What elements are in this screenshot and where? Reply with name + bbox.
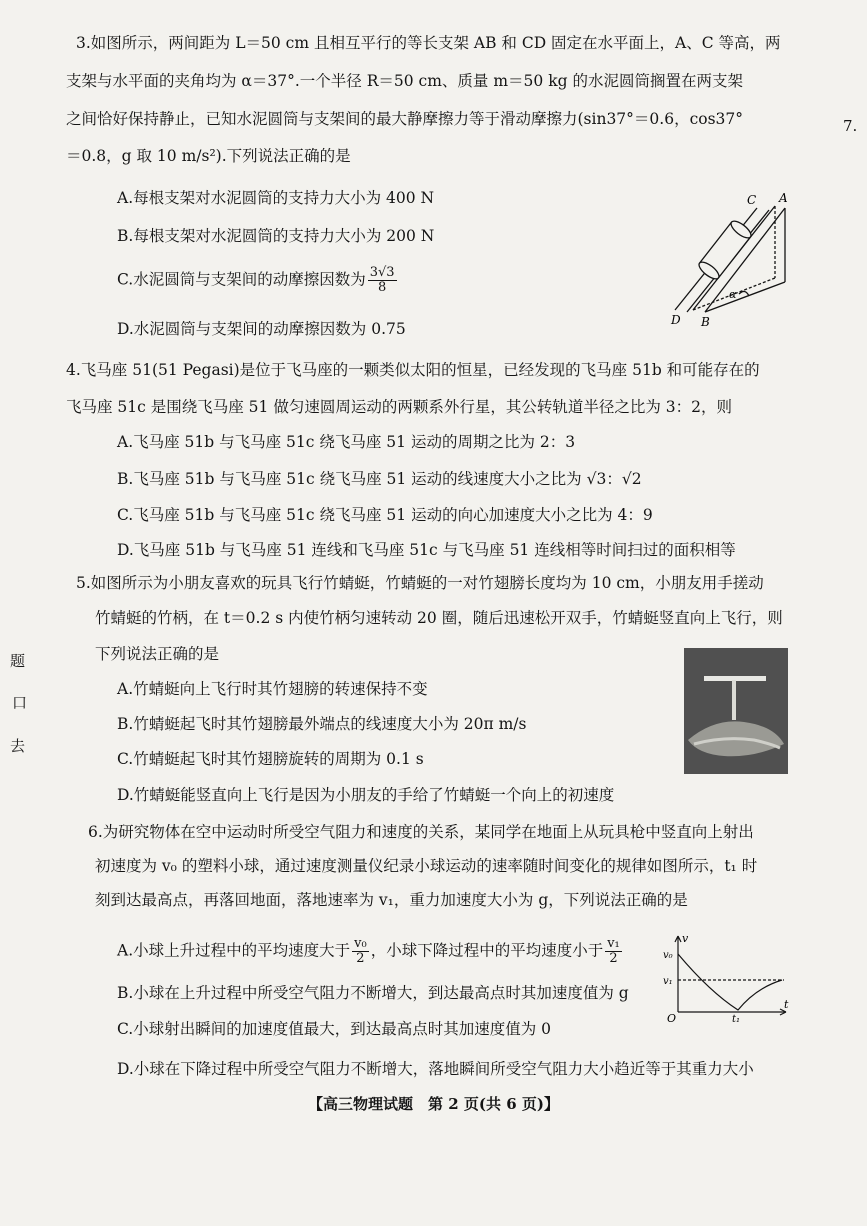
q6-option-b: B.小球在上升过程中所受空气阻力不断增大，到达最高点时其加速度值为 g <box>117 984 629 1002</box>
q5-option-b: B.竹蜻蜓起飞时其竹翅膀最外端点的线速度大小为 20π m/s <box>117 715 527 733</box>
q5-option-d: D.竹蜻蜓能竖直向上飞行是因为小朋友的手给了竹蜻蜓一个向上的初速度 <box>117 786 615 804</box>
bamboo-dragonfly-photo <box>684 648 788 774</box>
q3-incline-figure <box>665 190 795 330</box>
q6-stem-line2: 初速度为 v₀ 的塑料小球，通过速度测量仪纪录小球运动的速率随时间变化的规律如图所示，t₁ 时 <box>95 857 758 875</box>
q3-stem-line3: 之间恰好保持静止，已知水泥圆筒与支架间的最大静摩擦力等于滑动摩擦力(sin37°＝0.6，cos37° <box>66 110 744 128</box>
q3-option-b: B.每根支架对水泥圆筒的支持力大小为 200 N <box>117 227 435 245</box>
q6-graph-label-v: v <box>682 932 689 945</box>
q3-option-c <box>117 266 399 295</box>
left-margin-mark-2: 口 <box>12 694 28 712</box>
q4-stem-line1: 4.飞马座 51(51 Pegasi)是位于飞马座的一颗类似太阳的恒星，已经发现的飞马座 51b 和可能存在的 <box>66 361 760 379</box>
q6-stem-line1: 6.为研究物体在空中运动时所受空气阻力和速度的关系，某同学在地面上从玩具枪中竖直向上射出 <box>88 823 754 841</box>
q5-option-a: A.竹蜻蜓向上飞行时其竹翅膀的转速保持不变 <box>117 680 428 698</box>
q3-fig-label-d: D <box>671 313 681 327</box>
q3-stem-line4: ＝0.8，g 取 10 m/s²).下列说法正确的是 <box>66 147 351 165</box>
q6-option-a-text2: ，小球下降过程中的平均速度小于 <box>370 941 604 960</box>
q6-option-d: D.小球在下降过程中所受空气阻力不断增大，落地瞬间所受空气阻力大小趋近等于其重力大小 <box>117 1060 754 1078</box>
left-margin-mark-1: 题 <box>10 652 26 670</box>
q6-option-c: C.小球射出瞬间的加速度值最大，到达最高点时其加速度值为 0 <box>117 1020 552 1038</box>
q3-fig-label-a: A <box>779 191 788 205</box>
q3-option-d: D.水泥圆筒与支架间的动摩擦因数为 0.75 <box>117 320 406 338</box>
q3-fig-label-alpha: α <box>729 288 737 301</box>
q3-option-c-text: C.水泥圆筒与支架间的动摩擦因数为 <box>117 270 366 289</box>
q3-option-a: A.每根支架对水泥圆筒的支持力大小为 400 N <box>117 189 435 207</box>
q6-graph-label-v0: v₀ <box>663 950 673 961</box>
q4-option-b: B.飞马座 51b 与飞马座 51c 绕飞马座 51 运动的线速度大小之比为 √3：√2 <box>117 470 642 488</box>
q4-option-c: C.飞马座 51b 与飞马座 51c 绕飞马座 51 运动的向心加速度大小之比为 4：9 <box>117 506 653 524</box>
q6-velocity-time-graph <box>660 930 792 1022</box>
q6-option-a <box>117 937 624 966</box>
q6-graph-label-t: t <box>784 998 789 1011</box>
q4-option-a: A.飞马座 51b 与飞马座 51c 绕飞马座 51 运动的周期之比为 2：3 <box>117 433 576 451</box>
q3-fig-label-c: C <box>747 193 757 207</box>
q6-option-a-fraction1: $\frac{\text{v₀}}{2}$ <box>354 936 367 966</box>
left-margin-mark-3: 去 <box>10 737 26 755</box>
q6-graph-label-v1: v₁ <box>663 976 673 987</box>
q6-option-a-fraction2: $\frac{\text{v₁}}{2}$ <box>607 936 620 966</box>
q4-stem-line2: 飞马座 51c 是围绕飞马座 51 做匀速圆周运动的两颗系外行星，其公转轨道半径之比为 3：2，则 <box>66 398 732 416</box>
q3-stem-line1: 3.如图所示，两间距为 L＝50 cm 且相互平行的等长支架 AB 和 CD 固定在水平面上，A、C 等高，两 <box>76 34 781 52</box>
q3-fig-label-b: B <box>701 315 710 329</box>
q5-stem-line3: 下列说法正确的是 <box>95 645 220 663</box>
right-margin-mark: 7. <box>843 117 858 135</box>
q6-graph-label-t1: t₁ <box>732 1014 741 1022</box>
q5-stem-line1: 5.如图所示为小朋友喜欢的玩具飞行竹蜻蜓，竹蜻蜓的一对竹翅膀长度均为 10 cm，小朋友用手搓动 <box>76 574 764 592</box>
page-footer: 【高三物理试题 第 2 页(共 6 页)】 <box>308 1095 559 1113</box>
q3-stem-line2: 支架与水平面的夹角均为 α＝37°.一个半径 R＝50 cm、质量 m＝50 kg 的水泥圆筒搁置在两支架 <box>66 72 743 90</box>
q6-graph-label-origin: O <box>667 1012 677 1022</box>
q6-stem-line3: 刻到达最高点，再落回地面，落地速率为 v₁，重力加速度大小为 g，下列说法正确的是 <box>95 891 688 909</box>
q4-option-d: D.飞马座 51b 与飞马座 51 连线和飞马座 51c 与飞马座 51 连线相等时间扫过的面积相等 <box>117 541 736 559</box>
q3-option-c-fraction: $\frac{3√3}{8}$ <box>369 265 395 295</box>
q5-stem-line2: 竹蜻蜓的竹柄，在 t＝0.2 s 内使竹柄匀速转动 20 圈，随后迅速松开双手，竹蜻蜓竖直向上飞行，则 <box>95 609 783 627</box>
q5-option-c: C.竹蜻蜓起飞时其竹翅膀旋转的周期为 0.1 s <box>117 750 424 768</box>
q6-option-a-text1: A.小球上升过程中的平均速度大于 <box>117 941 351 960</box>
